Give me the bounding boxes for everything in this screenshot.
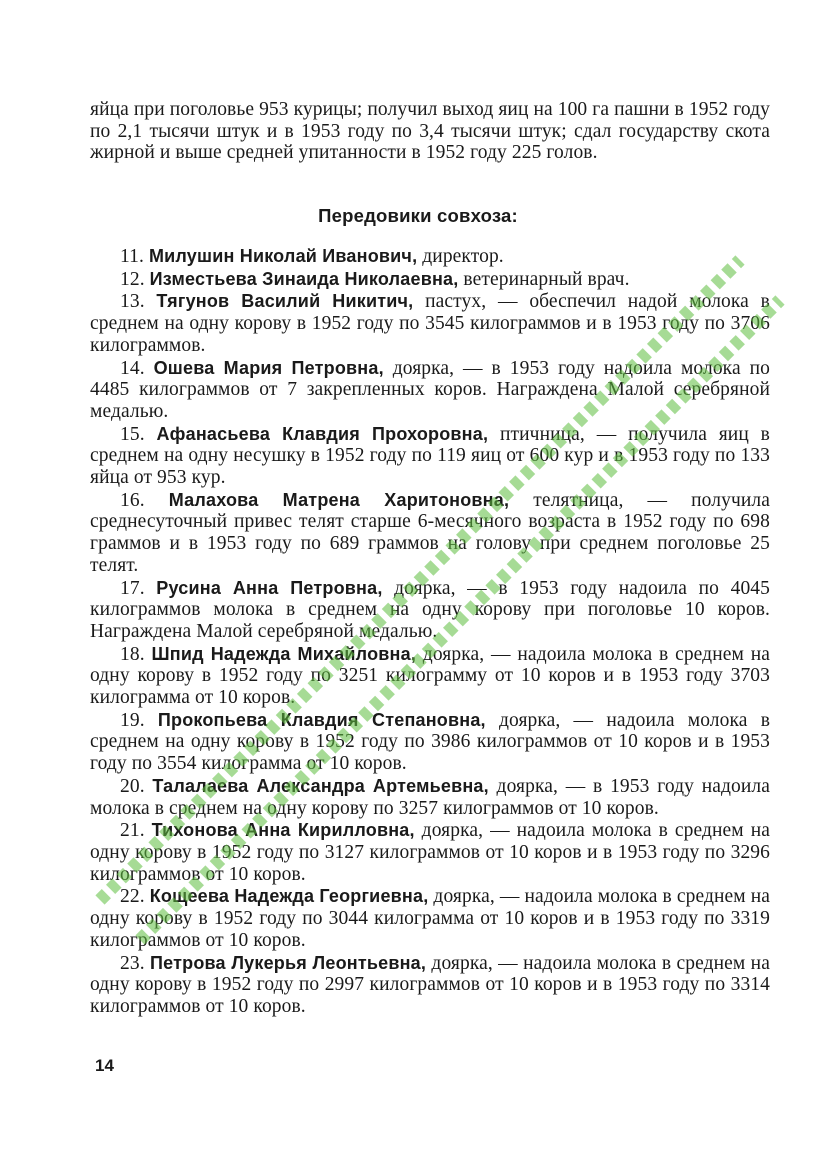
entry-name: Милушин Николай Иванович, bbox=[148, 246, 418, 266]
entry-number: 17. bbox=[120, 577, 157, 599]
list-item bbox=[90, 490, 770, 577]
list-item bbox=[90, 424, 770, 489]
entry-name: Тихонова Анна Кирилловна, bbox=[151, 820, 415, 841]
entry-text: доярка, — надоила молока в среднем на одну корову в 1952 году по 3251 килограмму от 10 коров и в 1953 году 3703 килограмма от 10 коров. bbox=[90, 643, 771, 709]
list-item bbox=[90, 269, 770, 291]
entry-name: Малахова Матрена Харитоновна, bbox=[168, 489, 510, 510]
list-item bbox=[90, 886, 770, 951]
list-item bbox=[90, 710, 770, 775]
entry-number: 21. bbox=[120, 820, 152, 842]
list-item bbox=[90, 644, 770, 709]
entry-number: 16. bbox=[120, 489, 169, 511]
entry-name: Талалаева Александра Артемьевна, bbox=[152, 775, 489, 796]
intro-text: яйца при поголовье 953 курицы; получил выход яиц на 100 га пашни в 1952 году по 2,1 тысячи штук и в 1953 году по 3,4 тысячи штук; сдал государству скота жирной и выше средней упитанности в 1952 году 225 голов. bbox=[90, 99, 770, 164]
entry-name: Изместьева Зинаида Николаевна, bbox=[149, 268, 459, 289]
entry-name: Петрова Лукерья Леонтьевна, bbox=[150, 952, 427, 973]
list-item bbox=[90, 358, 770, 423]
entry-text: доярка, — в 1953 году надоила молока по 4485 килограммов от 7 закрепленных коров. Награждена Малой серебряной медалью. bbox=[90, 357, 770, 422]
list-item bbox=[90, 291, 770, 356]
entry-number: 14. bbox=[120, 357, 154, 379]
entry-name: Афанасьева Клавдия Прохоровна, bbox=[156, 423, 489, 444]
section-heading: Передовики совхоза: bbox=[318, 205, 518, 226]
entry-text: доярка, — в 1953 году надоила по 4045 килограммов молока в среднем на одну корову при поголовье 10 коров. Награждена Малой серебряной медалью. bbox=[90, 577, 770, 642]
entry-text: доярка, — надоила молока в среднем на одну корову в 1952 году по 3986 килограммов от 10 коров и в 1953 году по 3554 килограмма от 10 коров. bbox=[90, 709, 771, 775]
entry-number: 22. bbox=[120, 886, 150, 908]
entry-number: 15. bbox=[120, 423, 157, 445]
entry-text: птичница, — получила яиц в среднем на одну несушку в 1952 году по 119 яиц от 600 кур и в 1953 году по 133 яйца от 953 кур. bbox=[90, 423, 770, 489]
entry-name: Ошева Мария Петровна, bbox=[153, 357, 384, 378]
entry-number: 18. bbox=[120, 643, 152, 665]
entry-number: 12. bbox=[120, 268, 150, 290]
entry-text: доярка, — в 1953 году надоила молока в среднем на одну корову по 3257 килограммов от 10 коров. bbox=[90, 775, 770, 819]
list-item bbox=[90, 776, 770, 819]
entry-text: доярка, — надоила молока в среднем на одну корову в 1952 году по 3127 килограммов от 10 коров и в 1953 году по 3296 килограммов от 10 коров. bbox=[90, 820, 770, 885]
entry-text: доярка, — надоила молока в среднем на одну корову в 1952 году по 2997 килограммов от 10 коров и в 1953 году по 3314 килограммов от 10 коров. bbox=[90, 952, 770, 1017]
entry-name: Прокопьева Клавдия Степановна, bbox=[157, 709, 486, 730]
entry-number: 23. bbox=[120, 952, 151, 974]
entry-name: Тягунов Василий Никитич, bbox=[156, 291, 414, 312]
list-item bbox=[90, 953, 770, 1018]
leaders-list bbox=[90, 246, 770, 1019]
entry-number: 11. bbox=[120, 246, 149, 267]
entry-text: пастух, — обеспечил надой молока в среднем на одну корову в 1952 году по 3545 килограммов и в 1953 году по 3706 килограммов. bbox=[90, 291, 770, 356]
intro-paragraph bbox=[90, 99, 770, 164]
entry-name: Кощеева Надежда Георгиевна, bbox=[149, 886, 429, 907]
entry-text: телятница, — получила среднесуточный привес телят старше 6-месячного возраста в 1952 году по 698 граммов и в 1953 году по 689 граммов на голову при среднем поголовье 25 телят. bbox=[90, 489, 770, 576]
list-item bbox=[90, 578, 770, 643]
page-number: 14 bbox=[95, 1056, 114, 1075]
list-item bbox=[90, 246, 770, 268]
entry-number: 20. bbox=[120, 775, 153, 797]
entry-number: 13. bbox=[120, 291, 157, 313]
entry-name: Шпид Надежда Михайловна, bbox=[151, 643, 417, 664]
entry-text: директор. bbox=[417, 246, 504, 267]
entry-name: Русина Анна Петровна, bbox=[156, 577, 383, 598]
list-item bbox=[90, 820, 770, 885]
entry-number: 19. bbox=[120, 709, 158, 731]
entry-text: доярка, — надоила молока в среднем на одну корову в 1952 году по 3044 килограмма от 10 коров и в 1953 году по 3319 килограммов от 10 коров. bbox=[90, 886, 770, 951]
entry-text: ветеринарный врач. bbox=[458, 268, 630, 290]
